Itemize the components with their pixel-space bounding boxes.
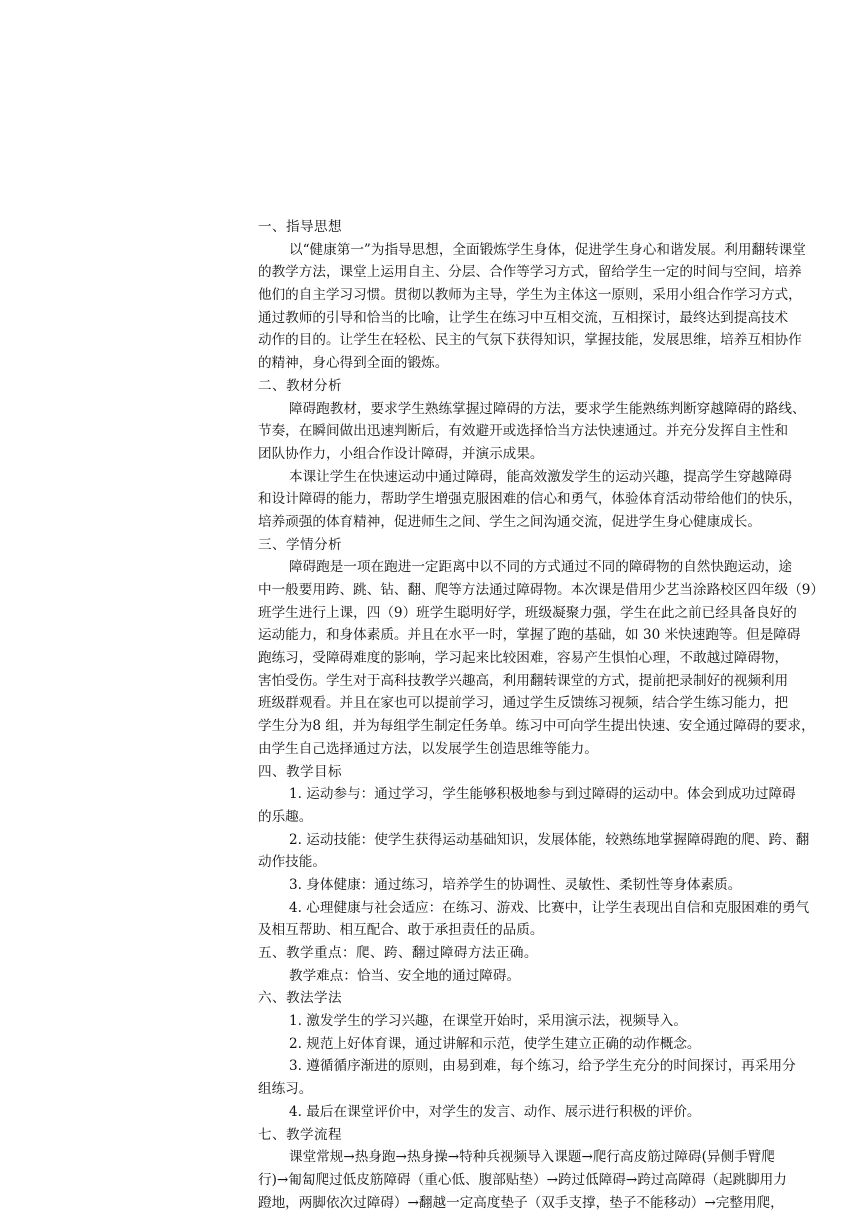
section-heading: 五、教学重点：爬、跨、翻过障碍方法正确。 xyxy=(258,945,538,961)
paragraph-line: 本课让学生在快速运动中通过障碍，能高效激发学生的运动兴趣，提高学生穿越障碍 xyxy=(289,468,792,485)
paragraph-line: 教学难点：恰当、安全地的通过障碍。 xyxy=(289,967,521,984)
section-heading: 一、指导思想 xyxy=(258,219,342,235)
paragraph-line: 中一般要用跨、跳、钻、翻、爬等方法通过障碍物。本次课是借用少艺当涂路校区四年级（9） xyxy=(258,582,824,598)
paragraph-line: 学生分为8 组，并为每组学生制定任务单。练习中可向学生提出快速、安全通过障碍的要求， xyxy=(258,718,815,735)
paragraph-line: 班学生进行上课，四（9）班学生聪明好学，班级凝聚力强，学生在此之前已经具备良好的 xyxy=(258,604,797,621)
paragraph-line: 团队协作力，小组合作设计障碍，并演示成果。 xyxy=(258,445,544,462)
paragraph-line: 障碍跑是一项在跑进一定距离中以不同的方式通过不同的障碍物的自然快跑运动，途 xyxy=(289,559,792,576)
paragraph-line: 组练习。 xyxy=(258,1081,313,1098)
section-heading: 六、教法学法 xyxy=(258,990,342,1007)
section-heading: 四、教学目标 xyxy=(258,763,342,780)
paragraph-line: 以“健康第一”为指导思想，全面锻炼学生身体，促进学生身心和谐发展。利用翻转课堂 xyxy=(289,241,806,258)
paragraph-line: 蹬地，两脚依次过障碍）→翻越一定高度垫子（双手支撑，垫子不能移动）→完整用爬， xyxy=(258,1194,784,1211)
paragraph-line: 动作技能。 xyxy=(258,854,326,871)
paragraph-line: 1. 运动参与：通过学习，学生能够积极地参与到过障碍的运动中。体会到成功过障碍 xyxy=(289,786,796,803)
paragraph-line: 及相互帮助、相互配合、敢于承担责任的品质。 xyxy=(258,922,544,939)
paragraph-line: 1. 激发学生的学习兴趣，在课堂开始时，采用演示法，视频导入。 xyxy=(289,1013,687,1030)
section-heading: 三、学情分析 xyxy=(258,536,342,553)
section-heading: 二、教材分析 xyxy=(258,377,342,394)
paragraph-line: 的教学方法，课堂上运用自主、分层、合作等学习方式，留给学生一定的时间与空间，培养 xyxy=(258,264,802,281)
section-heading: 七、教学流程 xyxy=(258,1126,342,1143)
paragraph-line: 班级群观看。并且在家也可以提前学习，通过学生反馈练习视频，结合学生练习能力，把 xyxy=(258,695,789,712)
paragraph-line: 跑练习，受障碍难度的影响，学习起来比较困难，容易产生惧怕心理，不敢越过障碍物， xyxy=(258,650,789,667)
paragraph-line: 节奏，在瞬间做出迅速判断后，有效避开或选择恰当方法快速通过。并充分发挥自主性和 xyxy=(258,423,789,440)
paragraph-line: 障碍跑教材，要求学生熟练掌握过障碍的方法，要求学生能熟练判断穿越障碍的路线、 xyxy=(289,400,806,417)
paragraph-line: 3. 身体健康：通过练习，培养学生的协调性、灵敏性、柔韧性等身体素质。 xyxy=(289,876,742,893)
paragraph-line: 由学生自己选择通过方法，以发展学生创造思维等能力。 xyxy=(258,740,598,757)
paragraph-line: 的乐趣。 xyxy=(258,808,313,825)
paragraph-line: 的精神，身心得到全面的锻炼。 xyxy=(258,355,449,372)
paragraph-line: 4. 心理健康与社会适应：在练习、游戏、比赛中，让学生表现出自信和克服困难的勇气 xyxy=(289,899,810,916)
paragraph-line: 通过教师的引导和恰当的比喻，让学生在练习中互相交流，互相探讨，最终达到提高技术 xyxy=(258,309,789,326)
paragraph-line: 2. 运动技能：使学生获得运动基础知识，发展体能，较熟练地掌握障碍跑的爬、跨、翻 xyxy=(289,831,810,848)
document-body xyxy=(258,216,860,1214)
paragraph-line: 运动能力，和身体素质。并且在水平一时，掌握了跑的基础，如 30 米快速跑等。但是障碍 xyxy=(258,627,801,644)
paragraph-line: 和设计障碍的能力，帮助学生增强克服困难的信心和勇气，体验体育活动带给他们的快乐， xyxy=(258,491,802,508)
paragraph-line: 2. 规范上好体育课，通过讲解和示范，使学生建立正确的动作概念。 xyxy=(289,1035,701,1052)
paragraph-line: 课堂常规→热身跑→热身操→特种兵视频导入课题→爬行高皮筋过障碍(异侧手臂爬 xyxy=(289,1149,775,1166)
paragraph-line: 培养顽强的体育精神，促进师生之间、学生之间沟通交流，促进学生身心健康成长。 xyxy=(258,513,761,530)
paragraph-line: 他们的自主学习习惯。贯彻以教师为主导，学生为主体这一原则，采用小组合作学习方式， xyxy=(258,287,802,304)
paragraph-line: 4. 最后在课堂评价中，对学生的发言、动作、展示进行积极的评价。 xyxy=(289,1103,701,1120)
paragraph-line: 动作的目的。让学生在轻松、民主的气氛下获得知识，掌握技能，发展思维，培养互相协作 xyxy=(258,332,802,349)
paragraph-line: 害怕受伤。学生对于高科技教学兴趣高，利用翻转课堂的方式，提前把录制好的视频利用 xyxy=(258,672,789,689)
paragraph-line: 3. 遵循循序渐进的原则，由易到难，每个练习，给予学生充分的时间探讨，再采用分 xyxy=(289,1058,796,1075)
paragraph-line: 行)→匍匐爬过低皮筋障碍（重心低、腹部贴垫）→跨过低障碍→跨过高障碍（起跳脚用力 xyxy=(258,1171,787,1188)
